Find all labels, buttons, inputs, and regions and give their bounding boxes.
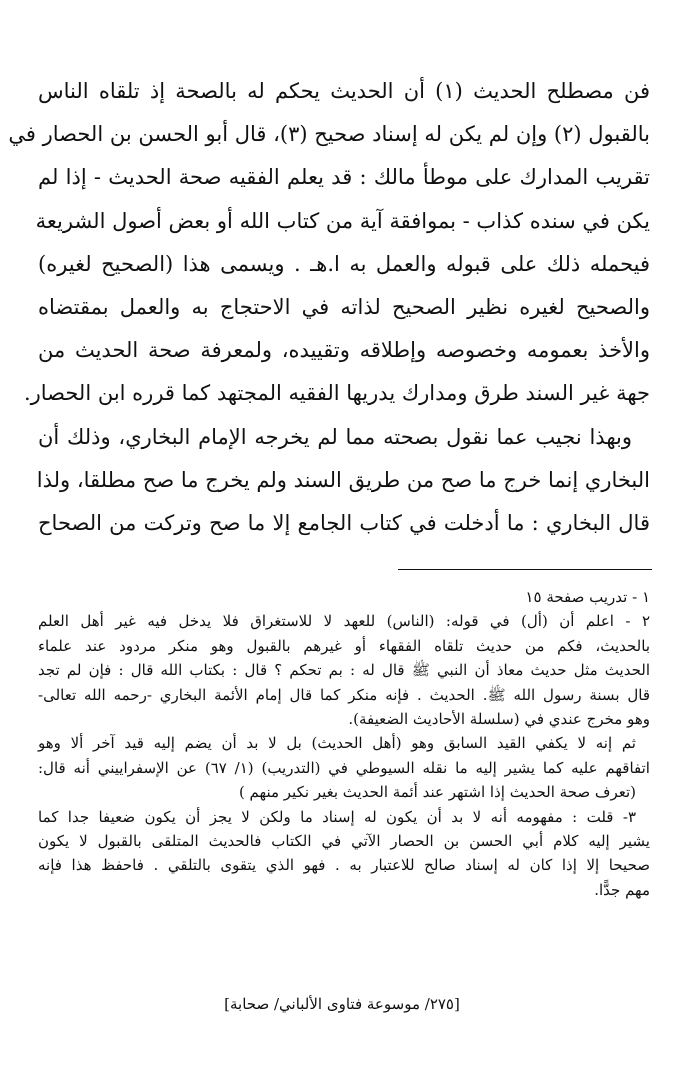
footnote-line-2: ٢ - اعلم أن (أل) في قوله: (الناس) للعهد لا للاستغراق فلا يدخل فيه غير أهل العلم xyxy=(38,612,650,631)
footnote-line-11: يشير إليه كلام أبي الحسن بن الحصار الآتي في الكتاب فالحديث المتلقى بالقبول لا يكون xyxy=(38,831,650,850)
main-line-5: فيحمله ذلك على قبوله والعمل به ا.هـ . ويسمى هذا (الصحيح لغيره) xyxy=(38,251,650,276)
page-folio: [٢٧٥/ موسوعة فتاوى الألباني/ صحابة] xyxy=(224,995,460,1013)
footnotes-block xyxy=(38,585,650,902)
footnote-line-13: مهم جدًّا. xyxy=(594,880,650,899)
main-line-10: البخاري إنما خرج ما صح من طريق السند ولم يخرج ما صح مطلقا، ولذا xyxy=(36,467,650,492)
main-text-block xyxy=(8,70,650,545)
main-line-7: والأخذ بعمومه وخصوصه وإطلاقه وتقييده، ولمعرفة صحة الحديث من xyxy=(38,338,650,363)
main-line-2: بالقبول (٢) وإن لم يكن له إسناد صحيح (٣)، قال أبو الحسن بن الحصار في xyxy=(8,122,650,147)
footnote-line-1: ١ - تدريب صفحة ١٥ xyxy=(525,588,650,606)
footnote-line-4: الحديث مثل حديث معاذ أن النبي ﷺ قال له : بم تحكم ؟ قال : بكتاب الله قال : فإن لم تجد xyxy=(38,661,650,680)
footnote-line-5: قال بسنة رسول الله ﷺ. الحديث . فإنه منكر كما قال إمام الأئمة البخاري -رحمه الله تعالى- xyxy=(38,685,650,704)
footnote-line-3: بالحديث، فكم من حديث تلقاه الفقهاء أو غيرهم بالقبول وهو منكر مردود عند علماء xyxy=(38,636,650,655)
footnote-divider xyxy=(398,569,652,570)
footnote-line-9: (تعرف صحة الحديث إذا اشتهر عند أئمة الحديث بغير نكير منهم ) xyxy=(238,783,636,802)
main-line-9: وبهذا نجيب عما نقول بصحته مما لم يخرجه الإمام البخاري، وذلك أن xyxy=(38,424,632,449)
footnote-line-8: اتفاقهم عليه كما يشير إليه ما نقله السيوطي في (التدريب) (١/ ٦٧) عن الإسفراييني أنه قال: xyxy=(38,758,650,777)
main-line-11: قال البخاري : ما أدخلت في كتاب الجامع إلا ما صح وتركت من الصحاح xyxy=(38,510,650,535)
footnote-line-10: ٣- قلت : مفهومه أنه لا بد أن يكون له إسناد ما ولكن لا يجز أن يكون ضعيفا جدا كما xyxy=(38,807,637,826)
main-line-4: يكن في سنده كذاب - بموافقة آية من كتاب الله أو بعض أصول الشريعة xyxy=(35,208,650,233)
main-line-6: والصحيح لغيره نظير الصحيح لذاته في الاحتجاج به والعمل بمقتضاه xyxy=(38,294,650,319)
footnote-line-12: صحيحا إلا إذا كان له إسناد صالح للاعتبار به . فهو الذي يتقوى بالتلقي . فاحفظ هذا فإنه xyxy=(38,856,650,875)
footnote-line-6: وهو مخرج عندي في (سلسلة الأحاديث الضعيفة). xyxy=(348,709,650,728)
main-line-3: تقريب المدارك على موطأ مالك : قد يعلم الفقيه صحة الحديث - إذا لم xyxy=(38,165,650,190)
main-line-1: فن مصطلح الحديث (١) أن الحديث يحكم له بالصحة إذ تلقاه الناس xyxy=(38,79,650,103)
main-line-8: جهة غير السند طرق ومدارك يدريها الفقيه المجتهد كما قرره ابن الحصار. xyxy=(23,381,650,406)
footnote-line-7: ثم إنه لا يكفي القيد السابق وهو (أهل الحديث) بل لا بد أن يضم إليه قيد آخر ألا وهو xyxy=(38,734,636,753)
